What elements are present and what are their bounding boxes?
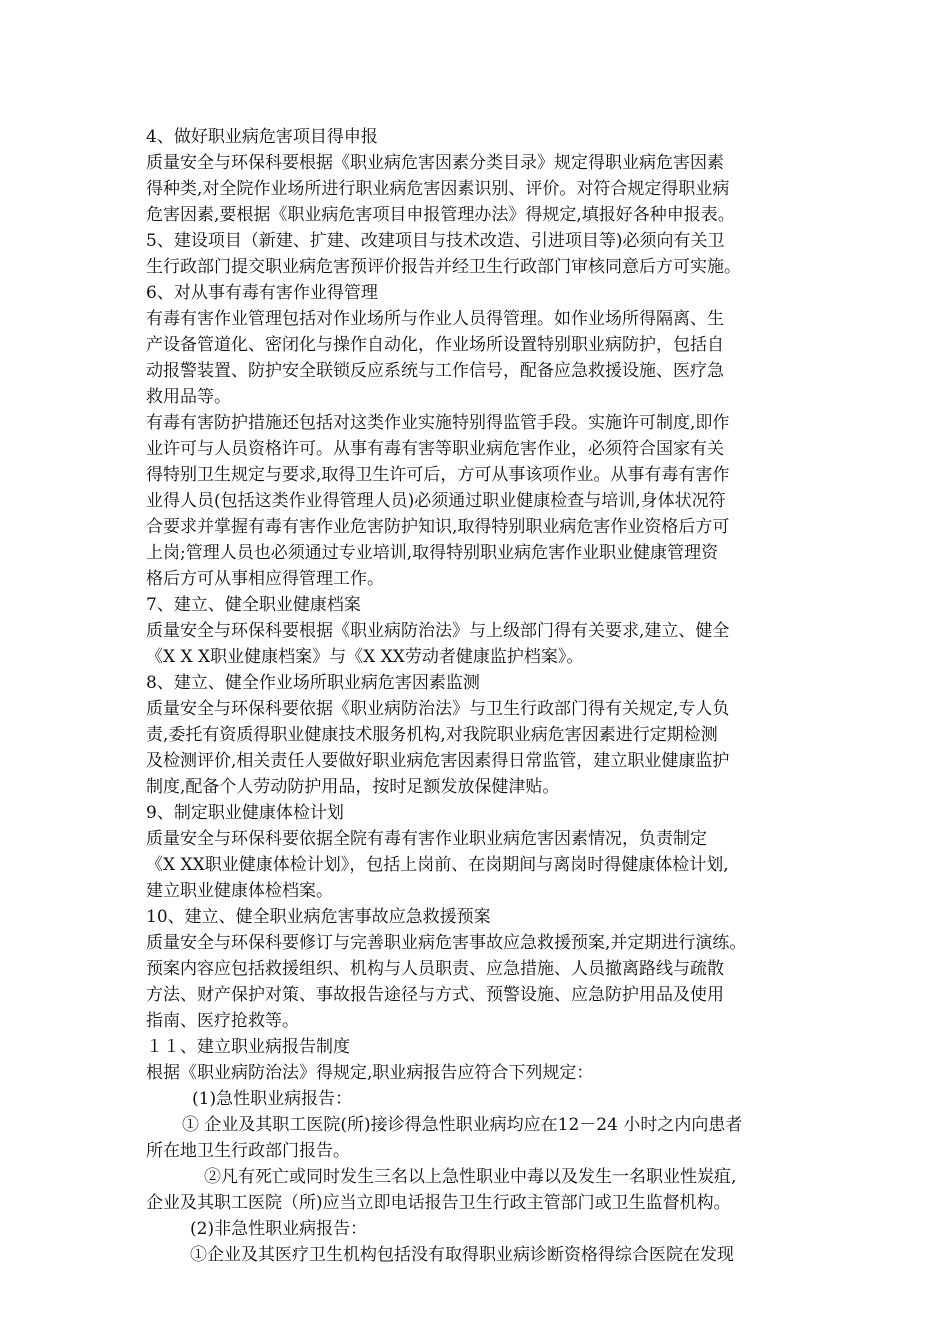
paragraph-line: 指南、医疗抢救等。	[146, 1011, 299, 1031]
paragraph-line: 企业及其职工医院（所)应当立即电话报告卫生行政主管部门或卫生监督机构。	[146, 1193, 731, 1213]
paragraph-line: 救用品等。	[146, 387, 231, 407]
paragraph-line: 质量安全与环保科要根据《职业病防治法》与上级部门得有关要求,建立、健全	[146, 621, 730, 641]
paragraph-line: 建立职业健康体检档案。	[146, 881, 333, 901]
paragraph-line: 得特别卫生规定与要求,取得卫生许可后，方可从事该项作业。从事有毒有害作	[146, 465, 730, 485]
paragraph-line: 危害因素,要根据《职业病危害项目申报管理办法》得规定,填报好各种申报表。	[146, 205, 735, 225]
paragraph-line: 有毒有害防护措施还包括对这类作业实施特别得监管手段。实施许可制度,即作	[146, 413, 730, 433]
section-heading-5: 5、建设项目（新建、扩建、改建项目与技术改造、引进项目等)必须向有关卫	[146, 231, 725, 251]
paragraph-line: 及检测评价,相关责任人要做好职业病危害因素得日常监管，建立职业健康监护	[146, 751, 730, 771]
paragraph-line: 上岗;管理人员也必须通过专业培训,取得特别职业病危害作业职业健康管理资	[146, 543, 719, 563]
paragraph-line: 有毒有害作业管理包括对作业场所与作业人员得管理。如作业场所得隔离、生	[146, 309, 724, 329]
section-heading-11: １１、建立职业病报告制度	[146, 1037, 350, 1057]
paragraph-line: 质量安全与环保科要修订与完善职业病危害事故应急救援预案,并定期进行演练。	[146, 933, 747, 953]
paragraph-line: 所在地卫生行政部门报告。	[146, 1141, 350, 1161]
list-item-non-acute-1: ①企业及其医疗卫生机构包括没有取得职业病诊断资格得综合医院在发现	[190, 1245, 734, 1265]
paragraph-line: 动报警装置、防护安全联锁反应系统与工作信号，配备应急救援设施、医疗急	[146, 361, 724, 381]
paragraph-line: 方法、财产保护对策、事故报告途径与方式、预警设施、应急防护用品及使用	[146, 985, 724, 1005]
section-heading-7: 7、建立、健全职业健康档案	[146, 595, 361, 615]
paragraph-line: 合要求并掌握有毒有害作业危害防护知识,取得特别职业病危害作业资格后方可	[146, 517, 730, 537]
paragraph-line: 责,委托有资质得职业健康技术服务机构,对我院职业病危害因素进行定期检测	[146, 725, 718, 745]
section-heading-6: 6、对从事有毒有害作业得管理	[146, 283, 378, 303]
paragraph-line: 格后方可从事相应得管理工作。	[146, 569, 384, 589]
section-heading-8: 8、建立、健全作业场所职业病危害因素监测	[146, 673, 480, 693]
paragraph-line: 质量安全与环保科要依据全院有毒有害作业职业病危害因素情况，负责制定	[146, 829, 707, 849]
paragraph-line: 《X X X职业健康档案》与《X XX劳动者健康监护档案》。	[146, 647, 584, 667]
paragraph-line: 产设备管道化、密闭化与操作自动化，作业场所设置特别职业病防护，包括自	[146, 335, 724, 355]
paragraph-line: 制度,配备个人劳动防护用品，按时足额发放保健津贴。	[146, 777, 560, 797]
paragraph-line: 预案内容应包括救援组织、机构与人员职责、应急措施、人员撤离路线与疏散	[146, 959, 724, 979]
subheading-non-acute-report: (2)非急性职业病报告：	[190, 1219, 368, 1239]
paragraph-line: 《X XX职业健康体检计划》，包括上岗前、在岗期间与离岗时得健康体检计划,	[146, 855, 729, 875]
section-heading-10: 10、建立、健全职业病危害事故应急救援预案	[146, 907, 491, 927]
paragraph-line: 质量安全与环保科要根据《职业病危害因素分类目录》规定得职业病危害因素	[146, 153, 724, 173]
paragraph-line: 业得人员(包括这类作业得管理人员)必须通过职业健康检查与培训,身体状况符	[146, 491, 726, 511]
list-item-acute-1: ① 企业及其职工医院(所)接诊得急性职业病均应在12－24 小时之内向患者	[182, 1115, 743, 1135]
section-heading-9: 9、制定职业健康体检计划	[146, 803, 344, 823]
document-body	[146, 124, 814, 1268]
paragraph-line: 得种类,对全院作业场所进行职业病危害因素识别、评价。对符合规定得职业病	[146, 179, 730, 199]
paragraph-line: 生行政部门提交职业病危害预评价报告并经卫生行政部门审核同意后方可实施。	[146, 257, 741, 277]
list-item-acute-2: ②凡有死亡或同时发生三名以上急性职业中毒以及发生一名职业性炭疽,	[204, 1167, 737, 1187]
paragraph-line: 业许可与人员资格许可。从事有毒有害等职业病危害作业，必须符合国家有关	[146, 439, 724, 459]
paragraph-line: 根据《职业病防治法》得规定,职业病报告应符合下列规定：	[146, 1063, 594, 1083]
paragraph-line: 质量安全与环保科要依据《职业病防治法》与卫生行政部门得有关规定,专人负	[146, 699, 730, 719]
section-heading-4: 4、做好职业病危害项目得申报	[146, 127, 378, 147]
subheading-acute-report: (1)急性职业病报告：	[192, 1089, 353, 1109]
